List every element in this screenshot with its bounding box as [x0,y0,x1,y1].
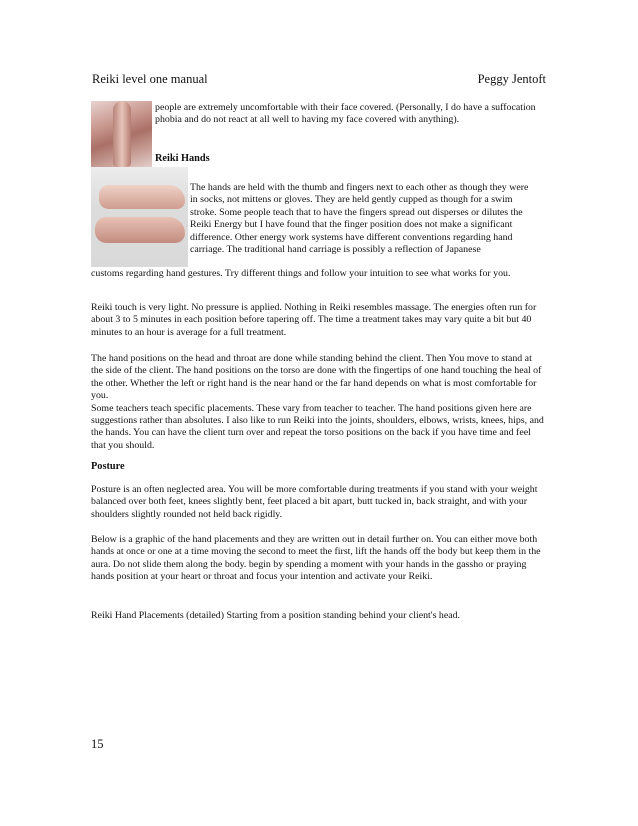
paragraph-graphic-placements: Below is a graphic of the hand placements and they are written out in detail further on. You can either move both hands at once or one at a time moving the second to meet the first, lift the hands off the body but keep them in the aura. Do not slide them along the body. begin by spending a moment with your hands in the gassho or praying hands position at your heart or throat and focus your intention and activate your Reiki. [91,534,541,583]
heading-posture: Posture [91,461,125,472]
paragraph-hand-positions: The hand positions on the head and throat are done while standing behind the client. Then You move to stand at the side of the client. The hand positions on the torso are done with the fingertips of one hand touching the heal of the other. Whether the left or right hand is the near hand or the far hand depends on what is most comfortable for you. Some teachers teach specific placements. These vary from teacher to teacher. The hand positions given here are suggestions rather than absolutes. I also like to run Reiki into the joints, shoulders, elbows, wrists, knees, hips, and the hands. You can have the client turn over and repeat the torso positions on the back if you have time and feel that you should. [91,353,544,451]
hand-upper-shape [99,185,185,209]
paragraph-placements-detailed: Reiki Hand Placements (detailed) Starting from a position standing behind your client's head. [91,610,460,621]
paragraph-hand-carriage-cont: customs regarding hand gestures. Try different things and follow your intuition to see what works for you. [91,268,511,279]
praying-hands-photo [91,101,152,167]
paragraph-face-covering: people are extremely uncomfortable with their face covered. (Personally, I do have a suffocation phobia and do not react at all well to having my face covered with anything). [155,102,536,126]
running-header-title: Reiki level one manual [92,72,208,86]
running-header-author: Peggy Jentoft [477,72,546,86]
heading-reiki-hands: Reiki Hands [155,153,210,164]
paragraph-posture: Posture is an often neglected area. You will be more comfortable during treatments if you stand with your weight balanced over both feet, knees slightly bent, feet placed a bit apart, butt tucked in, back straight, and with your shoulders slightly rounded not held back rigidly. [91,484,538,520]
paragraph-hand-carriage: The hands are held with the thumb and fingers next to each other as though they were in socks, not mittens or gloves. They are held gently cupped as though for a swim stroke. Some people teach that to have the fingers spread out disperses or dilutes the Reiki Energy but I have found that the finger position does not make a significant difference. Other energy work systems have different conventions regarding hand carriage. The traditional hand carriage is possibly a reflection of Japanese [190,182,529,256]
paragraph-reiki-touch: Reiki touch is very light. No pressure is applied. Nothing in Reiki resembles massage. The energies often run for about 3 to 5 minutes in each position before tapering off. The time a treatment takes may vary quite a bit but 40 minutes to an hour is average for a full treatment. [91,302,537,338]
page-number: 15 [91,737,104,751]
hand-lower-shape [95,217,185,243]
reiki-hands-photo [91,167,188,267]
praying-hands-shape [113,101,131,167]
